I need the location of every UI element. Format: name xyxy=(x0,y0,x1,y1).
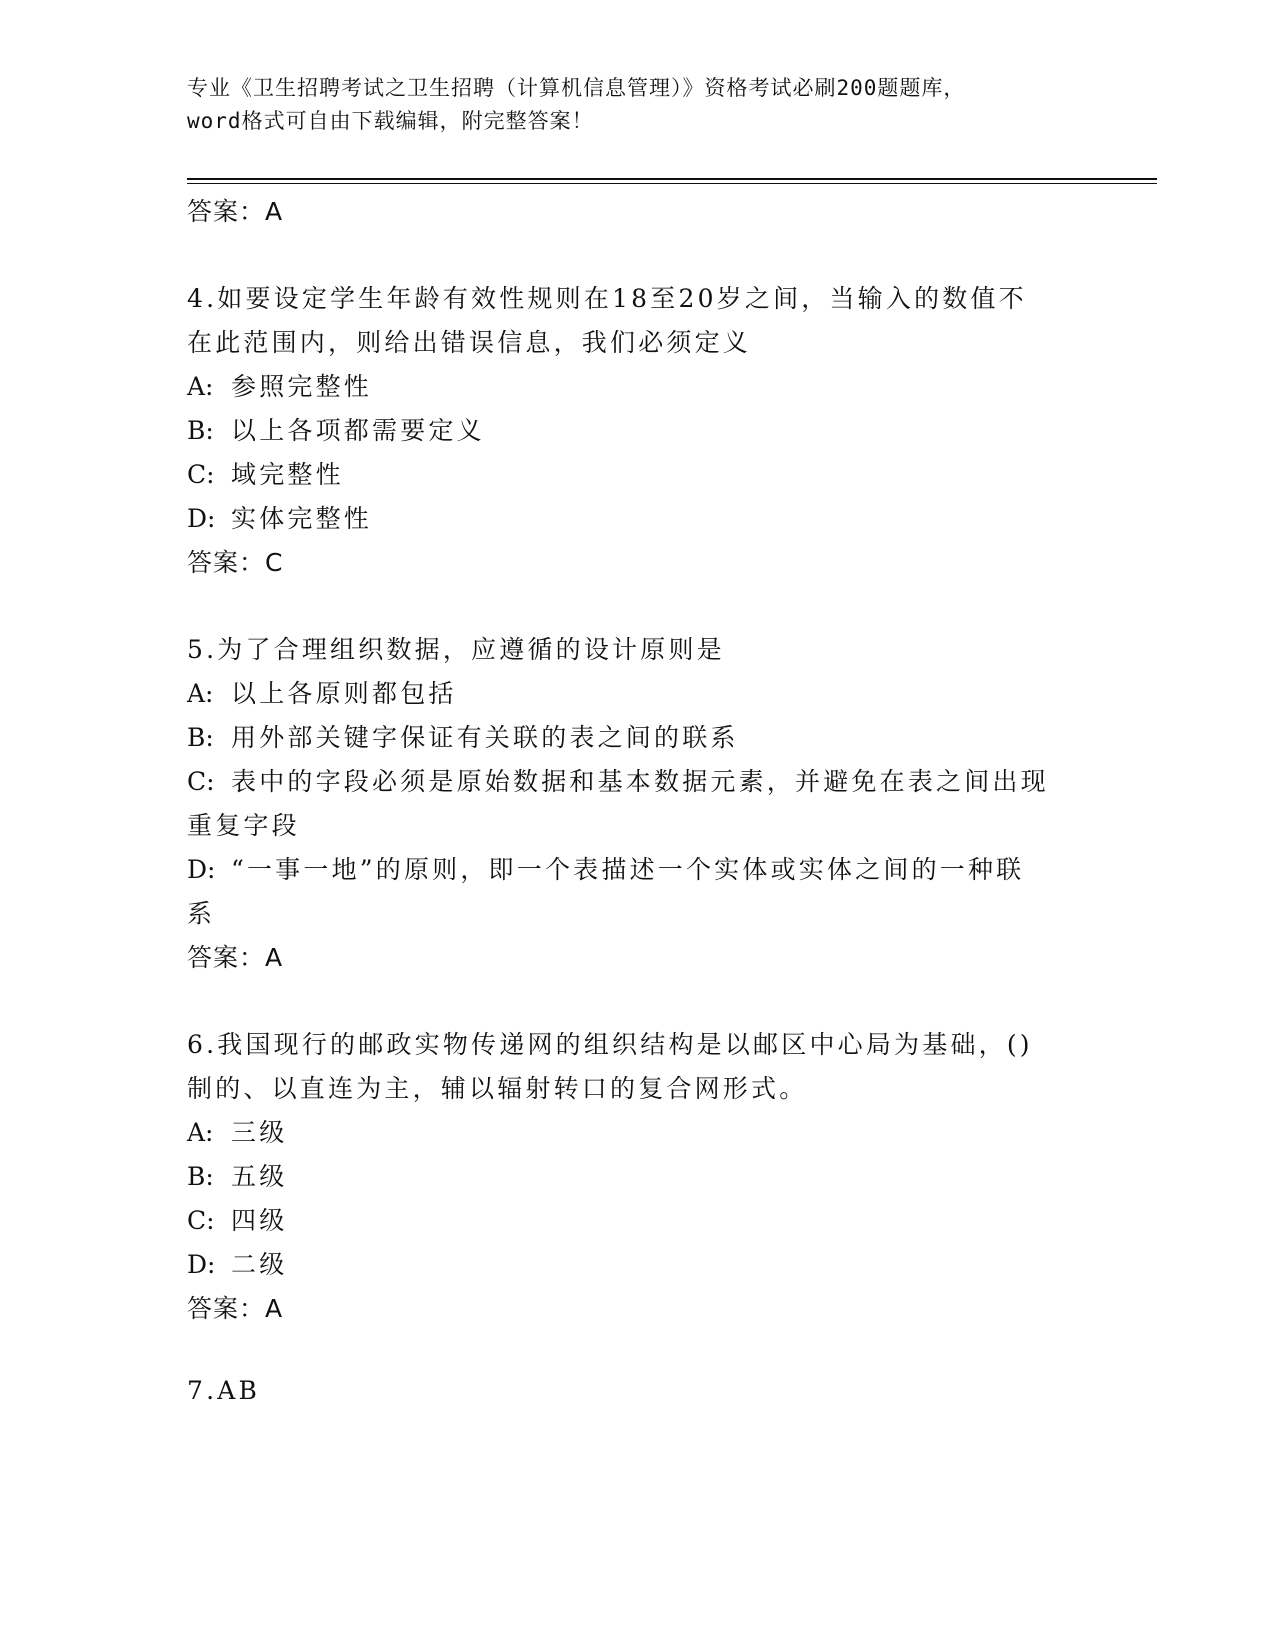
question-5-option-b xyxy=(187,718,739,754)
question-7-stem-line-1: 7.AB xyxy=(187,1376,261,1405)
option-text: 二级 xyxy=(231,1250,288,1279)
option-key: A: xyxy=(187,372,214,401)
option-key: C: xyxy=(187,1206,215,1235)
option-key: B: xyxy=(187,723,214,752)
option-key: C: xyxy=(187,767,215,796)
question-4-option-c xyxy=(187,455,344,491)
question-5-answer: 答案：A xyxy=(187,943,284,972)
option-text: 域完整性 xyxy=(231,460,344,489)
question-5-stem-line-1: 5.为了合理组织数据，应遵循的设计原则是 xyxy=(187,635,725,664)
option-key: A: xyxy=(187,1118,214,1147)
option-key: B: xyxy=(187,1162,214,1191)
option-text: 实体完整性 xyxy=(231,504,373,533)
question-4-option-b xyxy=(187,411,485,447)
header-line-1: 专业《卫生招聘考试之卫生招聘（计算机信息管理）》资格考试必刷200题题库， xyxy=(187,76,966,100)
question-5-option-a xyxy=(187,674,457,710)
question-5-option-d xyxy=(187,850,1024,886)
question-4-answer: 答案：C xyxy=(187,548,284,577)
option-text: 参照完整性 xyxy=(231,372,373,401)
question-6-answer: 答案：A xyxy=(187,1294,284,1323)
option-key: B: xyxy=(187,416,214,445)
option-text: 三级 xyxy=(231,1118,288,1147)
option-key: C: xyxy=(187,460,215,489)
option-text: “一事一地”的原则，即一个表描述一个实体或实体之间的一种联 xyxy=(231,855,1025,884)
question-5-option-c-cont: 重复字段 xyxy=(187,811,300,840)
header-line-2: word格式可自由下载编辑，附完整答案！ xyxy=(187,109,594,133)
option-key: D: xyxy=(187,504,216,533)
document-header xyxy=(187,72,1087,138)
option-text: 表中的字段必须是原始数据和基本数据元素，并避免在表之间出现 xyxy=(231,767,1049,796)
option-text: 以上各项都需要定义 xyxy=(231,416,485,445)
option-key: D: xyxy=(187,855,216,884)
question-4-stem-line-1: 4.如要设定学生年龄有效性规则在18至20岁之间，当输入的数值不 xyxy=(187,284,1027,313)
question-4-stem-line-2: 在此范围内，则给出错误信息，我们必须定义 xyxy=(187,328,752,357)
question-5-option-c xyxy=(187,762,1049,798)
question-6-option-a xyxy=(187,1113,287,1149)
option-text: 以上各原则都包括 xyxy=(231,679,457,708)
option-key: A: xyxy=(187,679,214,708)
question-6-option-b xyxy=(187,1157,287,1193)
option-text: 用外部关键字保证有关联的表之间的联系 xyxy=(231,723,739,752)
question-4-option-d xyxy=(187,499,372,535)
header-divider-thick xyxy=(187,178,1157,180)
question-6-stem-line-2: 制的、以直连为主，辅以辐射转口的复合网形式。 xyxy=(187,1074,808,1103)
question-6-stem-line-1: 6.我国现行的邮政实物传递网的组织结构是以邮区中心局为基础，() xyxy=(187,1030,1033,1059)
header-divider-thin xyxy=(187,183,1157,184)
question-6-option-c xyxy=(187,1201,287,1237)
question-4-option-a xyxy=(187,367,372,403)
question-6-option-d xyxy=(187,1245,287,1281)
option-text: 五级 xyxy=(231,1162,288,1191)
option-key: D: xyxy=(187,1250,216,1279)
option-text: 四级 xyxy=(231,1206,288,1235)
answer-line: 答案：A xyxy=(187,197,284,226)
question-5-option-d-cont: 系 xyxy=(187,899,216,928)
